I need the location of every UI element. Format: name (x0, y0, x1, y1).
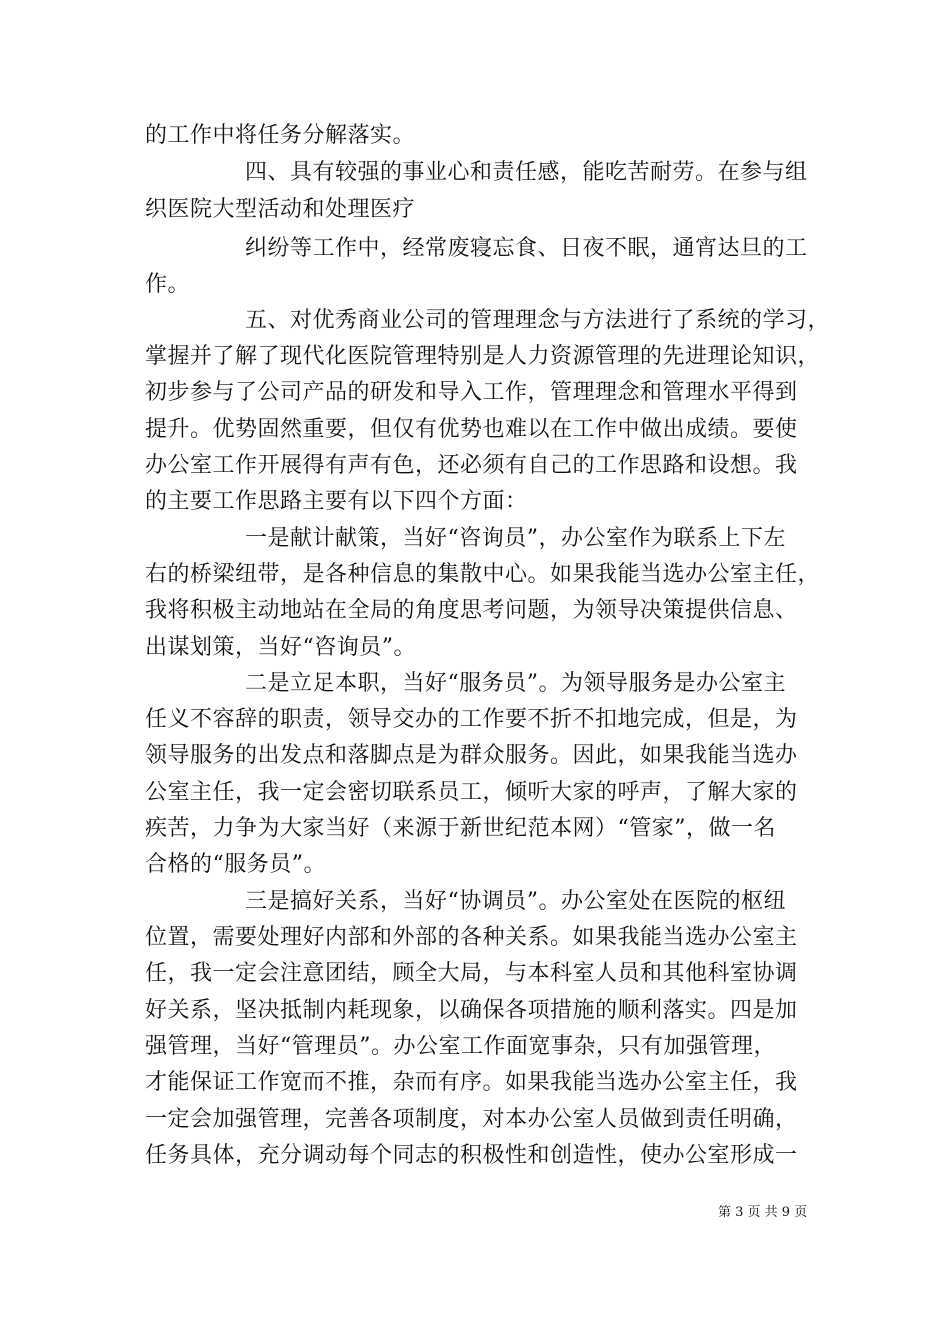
text-line: 领导服务的出发点和落脚点是为群众服务。因此，如果我能当选办 (145, 743, 798, 768)
text-line: 二是立足本职，当好“服务员”。为领导服务是办公室主 (245, 671, 786, 696)
text-line: 才能保证工作宽而不推，杂而有序。如果我能当选办公室主任，我 (145, 1070, 798, 1095)
text-line: 公室主任，我一定会密切联系员工，倾听大家的呼声，了解大家的 (145, 780, 798, 805)
text-line: 初步参与了公司产品的研发和导入工作，管理理念和管理水平得到 (145, 380, 798, 405)
text-line: 的主要工作思路主要有以下四个方面： (145, 489, 528, 514)
text-line: 右的桥梁纽带，是各种信息的集散中心。如果我能当选办公室主任， (145, 562, 821, 587)
text-line: 五、对优秀商业公司的管理理念与方法进行了系统的学习， (245, 308, 831, 333)
text-line: 任务具体，充分调动每个同志的积极性和创造性，使办公室形成一 (145, 1143, 798, 1168)
text-line: 合格的“服务员”。 (145, 852, 326, 877)
text-line: 提升。优势固然重要，但仅有优势也难以在工作中做出成绩。要使 (145, 417, 798, 442)
text-line: 一定会加强管理，完善各项制度，对本办公室人员做到责任明确， (145, 1107, 798, 1132)
text-line: 强管理，当好“管理员”。办公室工作面宽事杂，只有加强管理， (145, 1034, 776, 1059)
text-line: 纠纷等工作中，经常废寝忘食、日夜不眠，通宵达旦的工 (245, 236, 808, 261)
text-line: 织医院大型活动和处理医疗 (145, 197, 416, 222)
text-line: 办公室工作开展得有声有色，还必须有自己的工作思路和设想。我 (145, 453, 798, 478)
text-line: 任，我一定会注意团结，顾全大局，与本科室人员和其他科室协调 (145, 961, 798, 986)
text-line: 疾苦，力争为大家当好（来源于新世纪范本网）“管家”，做一名 (145, 816, 776, 841)
text-line: 一是献计献策，当好“咨询员”，办公室作为联系上下左 (245, 526, 786, 551)
text-line: 位置，需要处理好内部和外部的各种关系。如果我能当选办公室主 (145, 925, 798, 950)
text-line: 的工作中将任务分解落实。 (145, 123, 416, 148)
text-line: 作。 (145, 272, 191, 297)
page-number: 第 3 页 共 9 页 (718, 1205, 808, 1220)
text-line: 掌握并了解了现代化医院管理特别是人力资源管理的先进理论知识， (145, 344, 821, 369)
text-line: 四、具有较强的事业心和责任感，能吃苦耐劳。在参与组 (245, 160, 808, 185)
text-line: 出谋划策，当好“咨询员”。 (145, 635, 416, 660)
text-line: 好关系，坚决抵制内耗现象，以确保各项措施的顺利落实。四是加 (145, 998, 798, 1023)
text-line: 三是搞好关系，当好“协调员”。办公室处在医院的枢纽 (245, 889, 786, 914)
text-line: 任义不容辞的职责，领导交办的工作要不折不扣地完成，但是，为 (145, 707, 798, 732)
text-line: 我将积极主动地站在全局的角度思考问题，为领导决策提供信息、 (145, 598, 798, 623)
